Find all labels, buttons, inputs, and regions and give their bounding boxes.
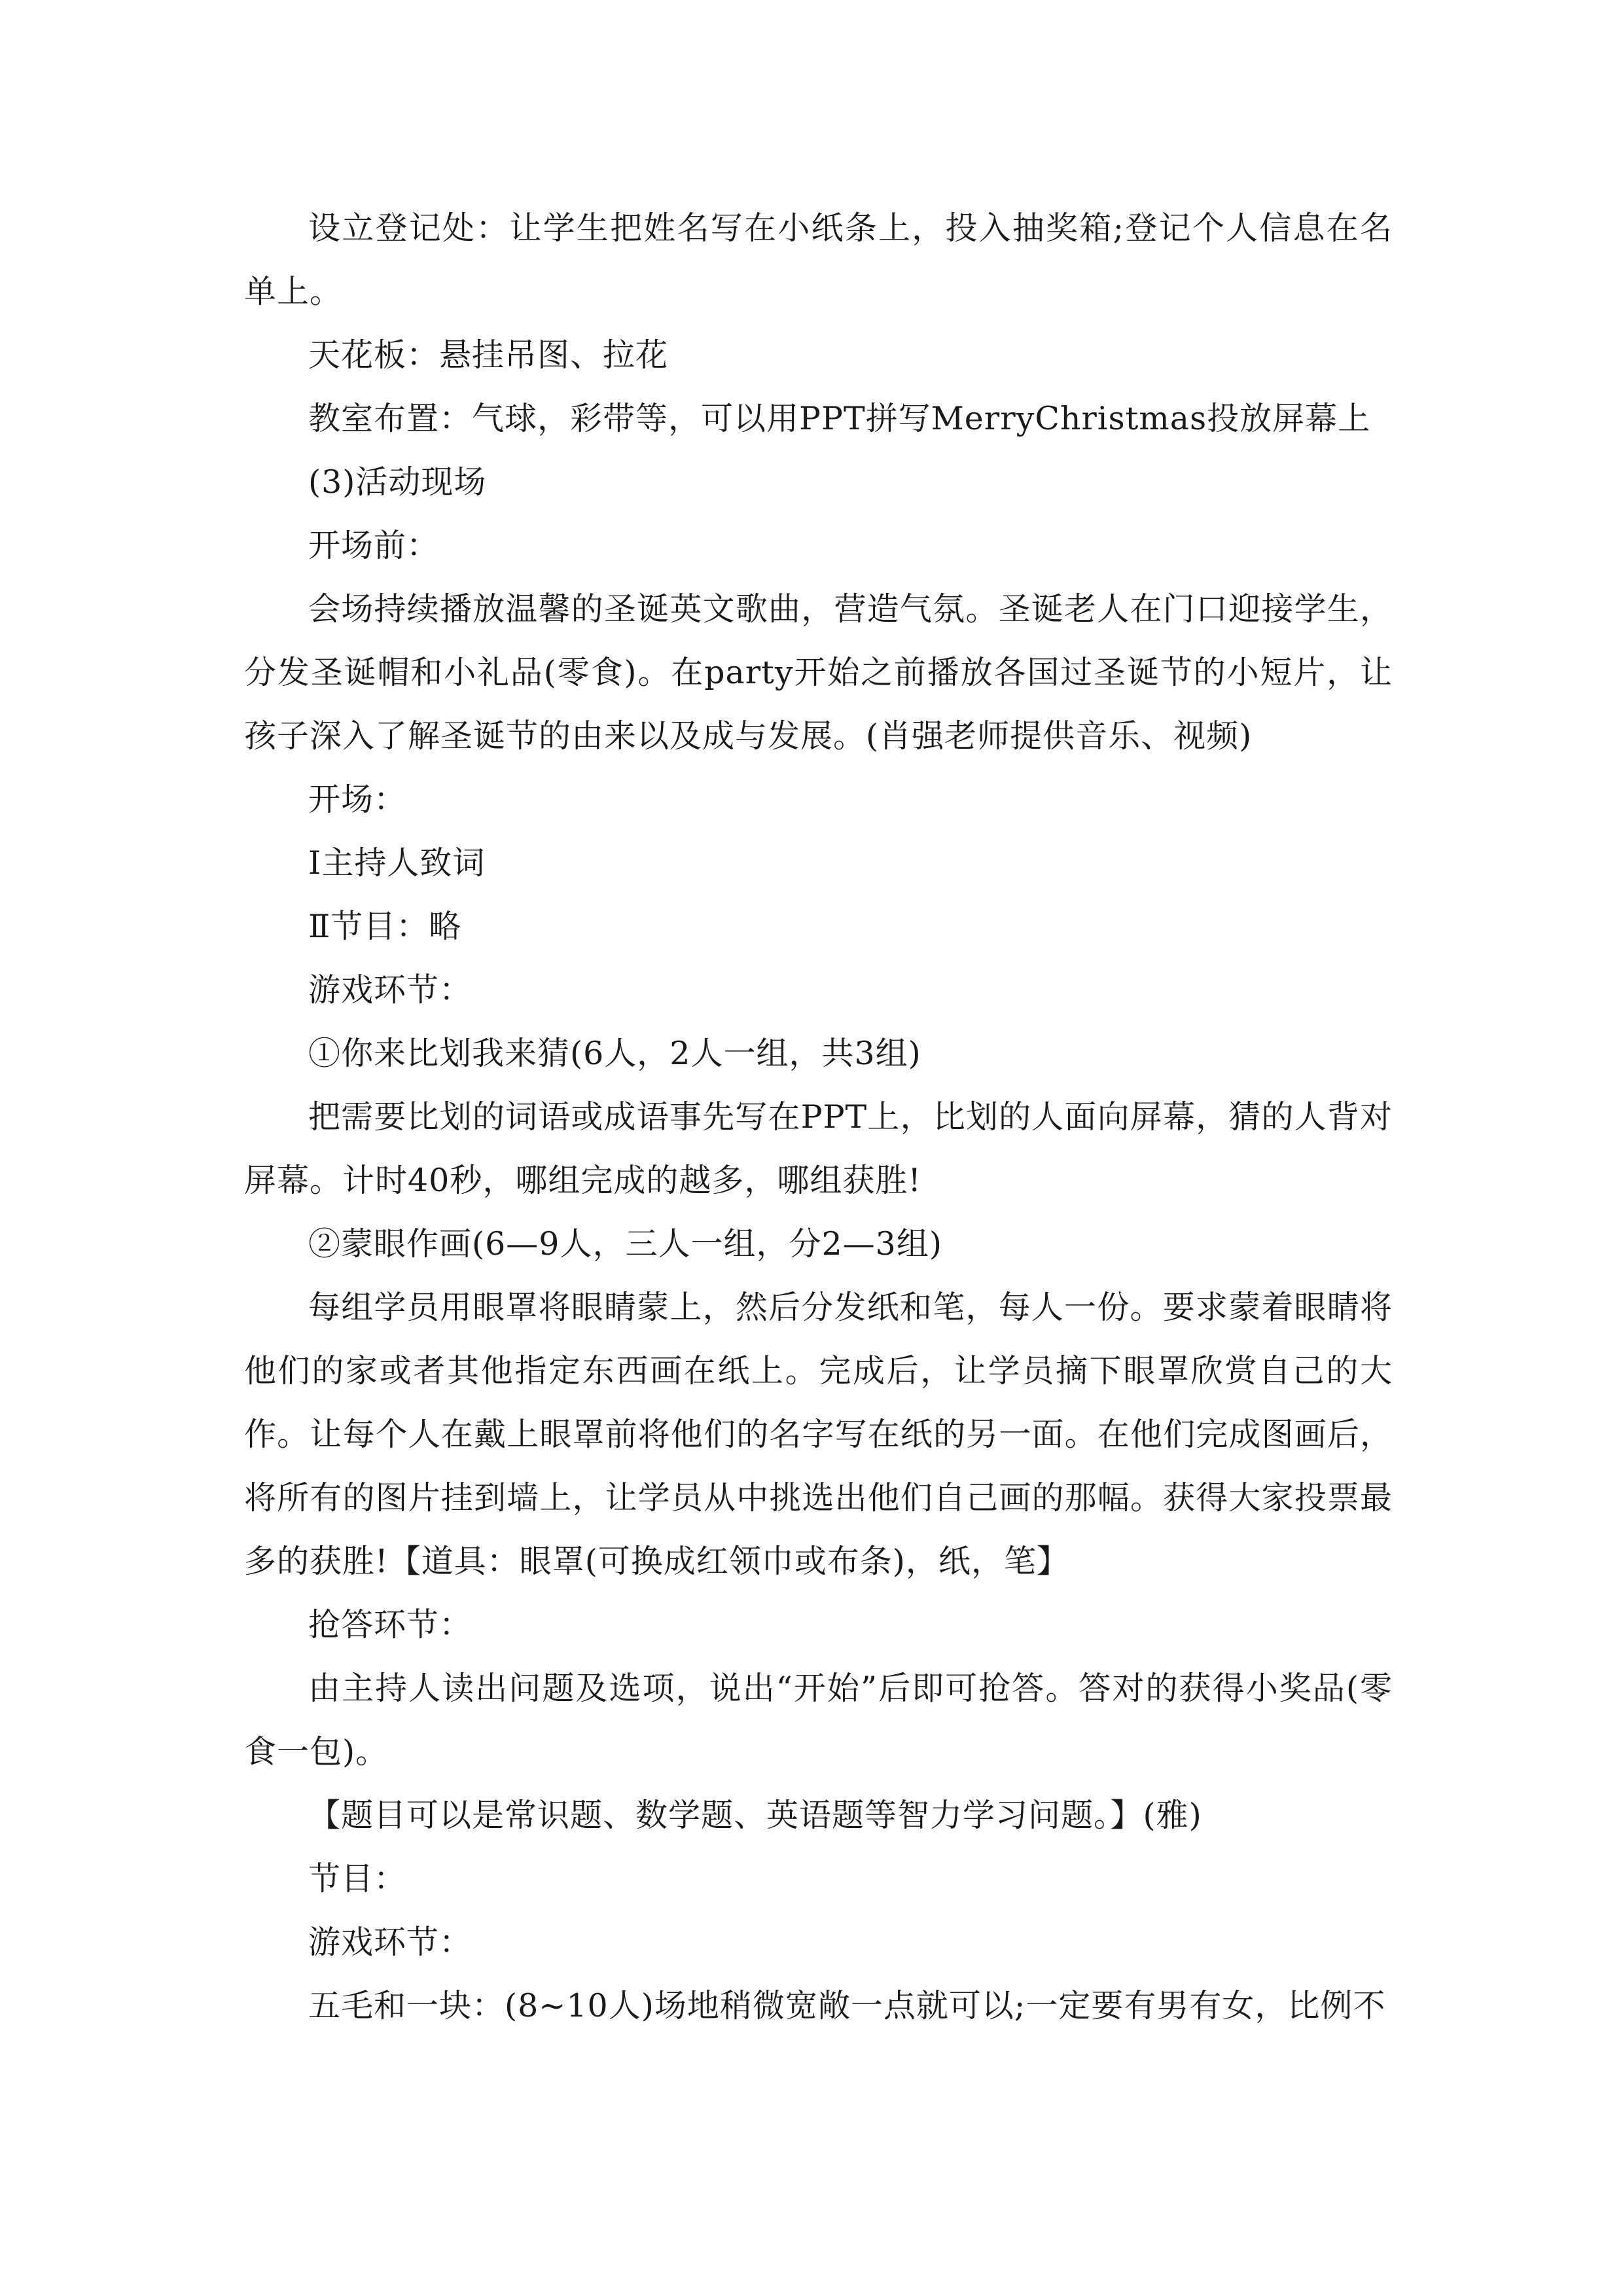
- paragraph-game-charades: ①你来比划我来猜(6人，2人一组，共3组): [308, 1035, 921, 1072]
- paragraph-section-heading: (3)活动现场: [308, 463, 487, 501]
- paragraph-classroom-layout: 教室布置：气球，彩带等，可以用PPT拼写MerryChristmas投放屏幕上: [308, 400, 1371, 437]
- paragraph-ceiling: 天花板：悬挂吊图、拉花: [308, 336, 669, 374]
- paragraph-game-section: 游戏环节：: [308, 971, 473, 1009]
- paragraph-opening: 开场：: [308, 781, 407, 818]
- paragraph-program: Ⅱ节目：略: [308, 908, 462, 945]
- paragraph-registration: 设立登记处：让学生把姓名写在小纸条上，投入抽奖箱;登记个人信息在名单上。: [244, 209, 1393, 310]
- paragraph-charades-rules: 把需要比划的词语或成语事先写在PPT上，比划的人面向屏幕，猜的人背对屏幕。计时40秒，哪组完成的越多，哪组获胜!: [244, 1098, 1393, 1199]
- paragraph-game-section-2: 游戏环节：: [308, 1924, 473, 1961]
- paragraph-host-speech: Ⅰ主持人致词: [308, 844, 486, 882]
- paragraph-game-coins: 五毛和一块：(8~10人)场地稍微宽敞一点就可以;一定要有男有女，比例不: [308, 1987, 1386, 2024]
- document-body: [244, 196, 1393, 2037]
- paragraph-quiz-topics: 【题目可以是常识题、数学题、英语题等智力学习问题。】(雅): [308, 1797, 1202, 1834]
- paragraph-before-opening: 开场前：: [308, 527, 440, 564]
- paragraph-quiz-section: 抢答环节：: [308, 1606, 473, 1643]
- paragraph-program-2: 节目：: [308, 1860, 407, 1897]
- paragraph-game-blindfold: ②蒙眼作画(6—9人，三人一组，分2—3组): [308, 1225, 942, 1263]
- paragraph-blindfold-rules: 每组学员用眼罩将眼睛蒙上，然后分发纸和笔，每人一份。要求蒙着眼睛将他们的家或者其他指定东西画在纸上。完成后，让学员摘下眼罩欣赏自己的大作。让每个人在戴上眼罩前将他们的名字写在纸的另一面。在他们完成图画后，将所有的图片挂到墙上，让学员从中挑选出他们自己画的那幅。获得大家投票最多的获胜!【道具：眼罩(可换成红领巾或布条)，纸，笔】: [244, 1289, 1393, 1580]
- paragraph-venue-music: 会场持续播放温馨的圣诞英文歌曲，营造气氛。圣诞老人在门口迎接学生，分发圣诞帽和小礼品(零食)。在party开始之前播放各国过圣诞节的小短片，让孩子深入了解圣诞节的由来以及成与发展。(肖强老师提供音乐、视频): [244, 590, 1393, 755]
- paragraph-quiz-rules: 由主持人读出问题及选项，说出“开始”后即可抢答。答对的获得小奖品(零食一包)。: [244, 1670, 1393, 1770]
